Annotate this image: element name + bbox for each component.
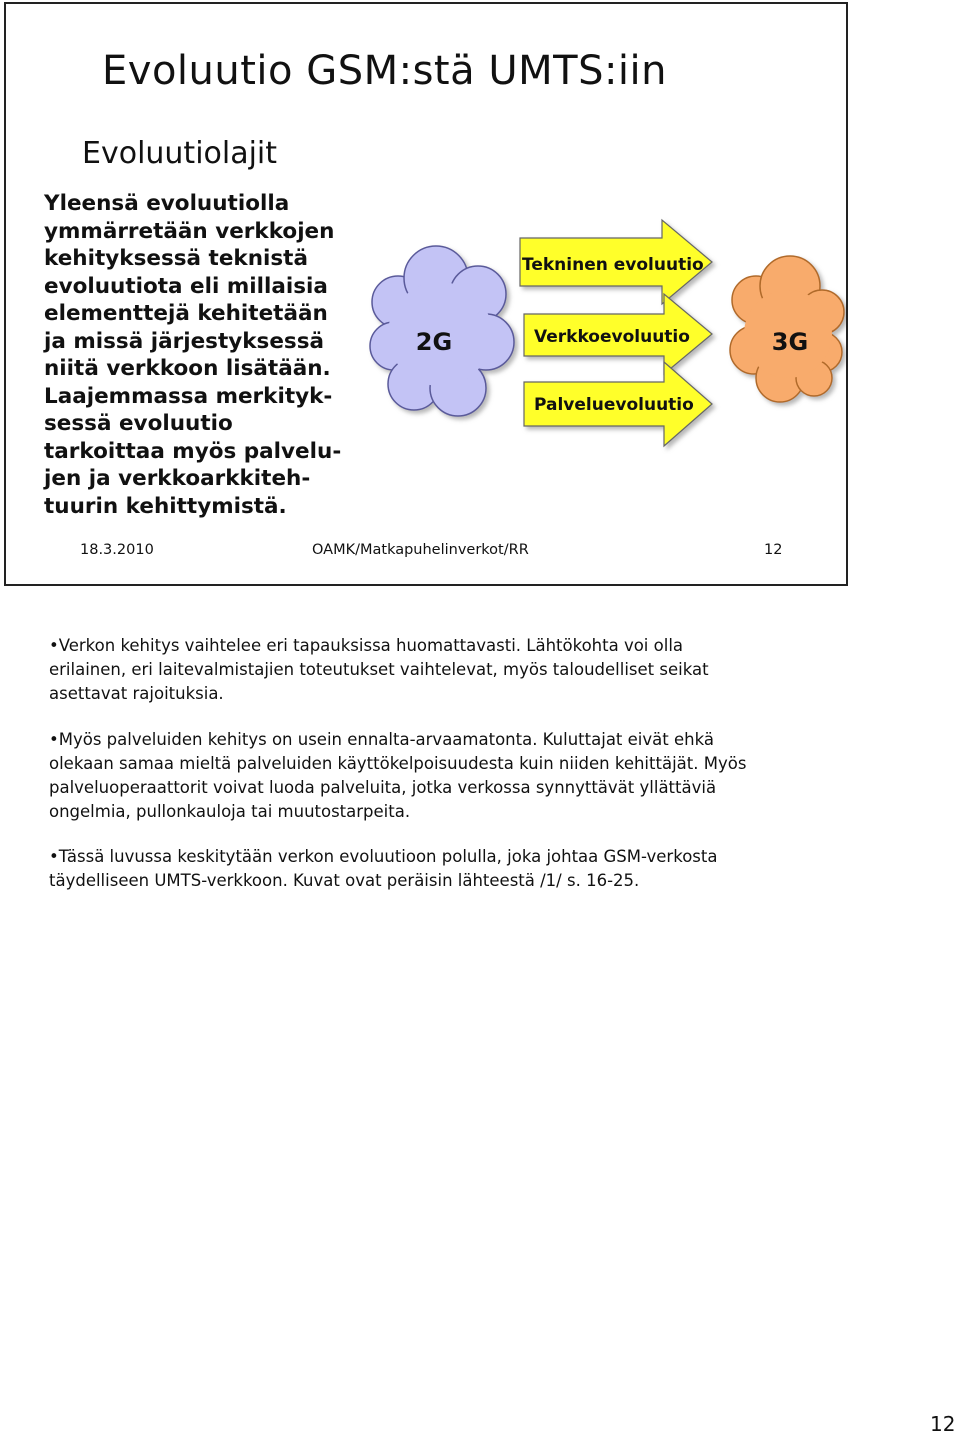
notes-line: täydelliseen UMTS-verkkoon. Kuvat ovat peräisin lähteestä /1/ s. 16-25. <box>49 871 640 890</box>
notes-line: olekaan samaa mieltä palveluiden käyttökelpoisuudesta kuin niiden kehittäjät. Myös <box>49 754 747 773</box>
notes-line: •Myös palveluiden kehitys on usein ennalta-arvaamatonta. Kuluttajat eivät ehkä <box>49 730 714 749</box>
body-line: tuurin kehittymistä. <box>44 493 287 519</box>
body-line: ymmärretään verkkojen <box>44 218 335 244</box>
body-line: ja missä järjestyksessä <box>44 328 325 354</box>
slide-title: Evoluutio GSM:stä UMTS:iin <box>102 48 668 94</box>
body-line: kehityksessä teknistä <box>44 246 308 271</box>
notes-line: ongelmia, pullonkauloja tai muutostarpeita. <box>49 802 411 821</box>
body-line: niitä verkkoon lisätään. <box>44 356 331 381</box>
body-line: Yleensä evoluutiolla <box>44 191 290 216</box>
slide-footer-source: OAMK/Matkapuhelinverkot/RR <box>312 542 529 558</box>
body-line: Laajemmassa merkityk- <box>44 383 333 409</box>
cloud-2g-label: 2G <box>415 328 453 356</box>
body-line: tarkoittaa myös palvelu- <box>44 438 342 464</box>
page-number: 12 <box>930 1412 956 1436</box>
body-line: evoluutiota eli millaisia <box>44 273 328 299</box>
slide-body-text <box>44 190 364 520</box>
evolution-diagram <box>366 214 846 454</box>
notes-paragraph-3 <box>49 845 849 893</box>
notes-paragraph-1 <box>49 634 849 706</box>
body-line: sessä evoluutio <box>44 411 233 436</box>
notes-line: palveluoperaattorit voivat luoda palveluita, jotka verkossa synnyttävät yllättäviä <box>49 778 717 797</box>
arrow-label: Tekninen evoluutio <box>522 255 704 275</box>
arrow-label: Palveluevoluutio <box>534 395 694 415</box>
slide-subtitle: Evoluutiolajit <box>82 136 278 171</box>
cloud-3g-label: 3G <box>771 328 809 356</box>
notes-line: •Tässä luvussa keskitytään verkon evoluutioon polulla, joka johtaa GSM-verkosta <box>49 847 718 866</box>
body-line: jen ja verkkoarkkiteh- <box>44 466 311 491</box>
notes-line: asettavat rajoituksia. <box>49 684 224 703</box>
notes-line: •Verkon kehitys vaihtelee eri tapauksissa huomattavasti. Lähtökohta voi olla <box>49 636 684 655</box>
slide-footer-number: 12 <box>764 542 783 558</box>
notes-line: erilainen, eri laitevalmistajien toteutukset vaihtelevat, myös taloudelliset seikat <box>49 660 709 679</box>
arrow-label: Verkkoevoluutio <box>534 327 690 347</box>
slide-footer-date: 18.3.2010 <box>80 542 154 558</box>
slide <box>4 2 848 586</box>
notes-paragraph-2 <box>49 728 849 824</box>
body-line: elementtejä kehitetään <box>44 301 328 326</box>
